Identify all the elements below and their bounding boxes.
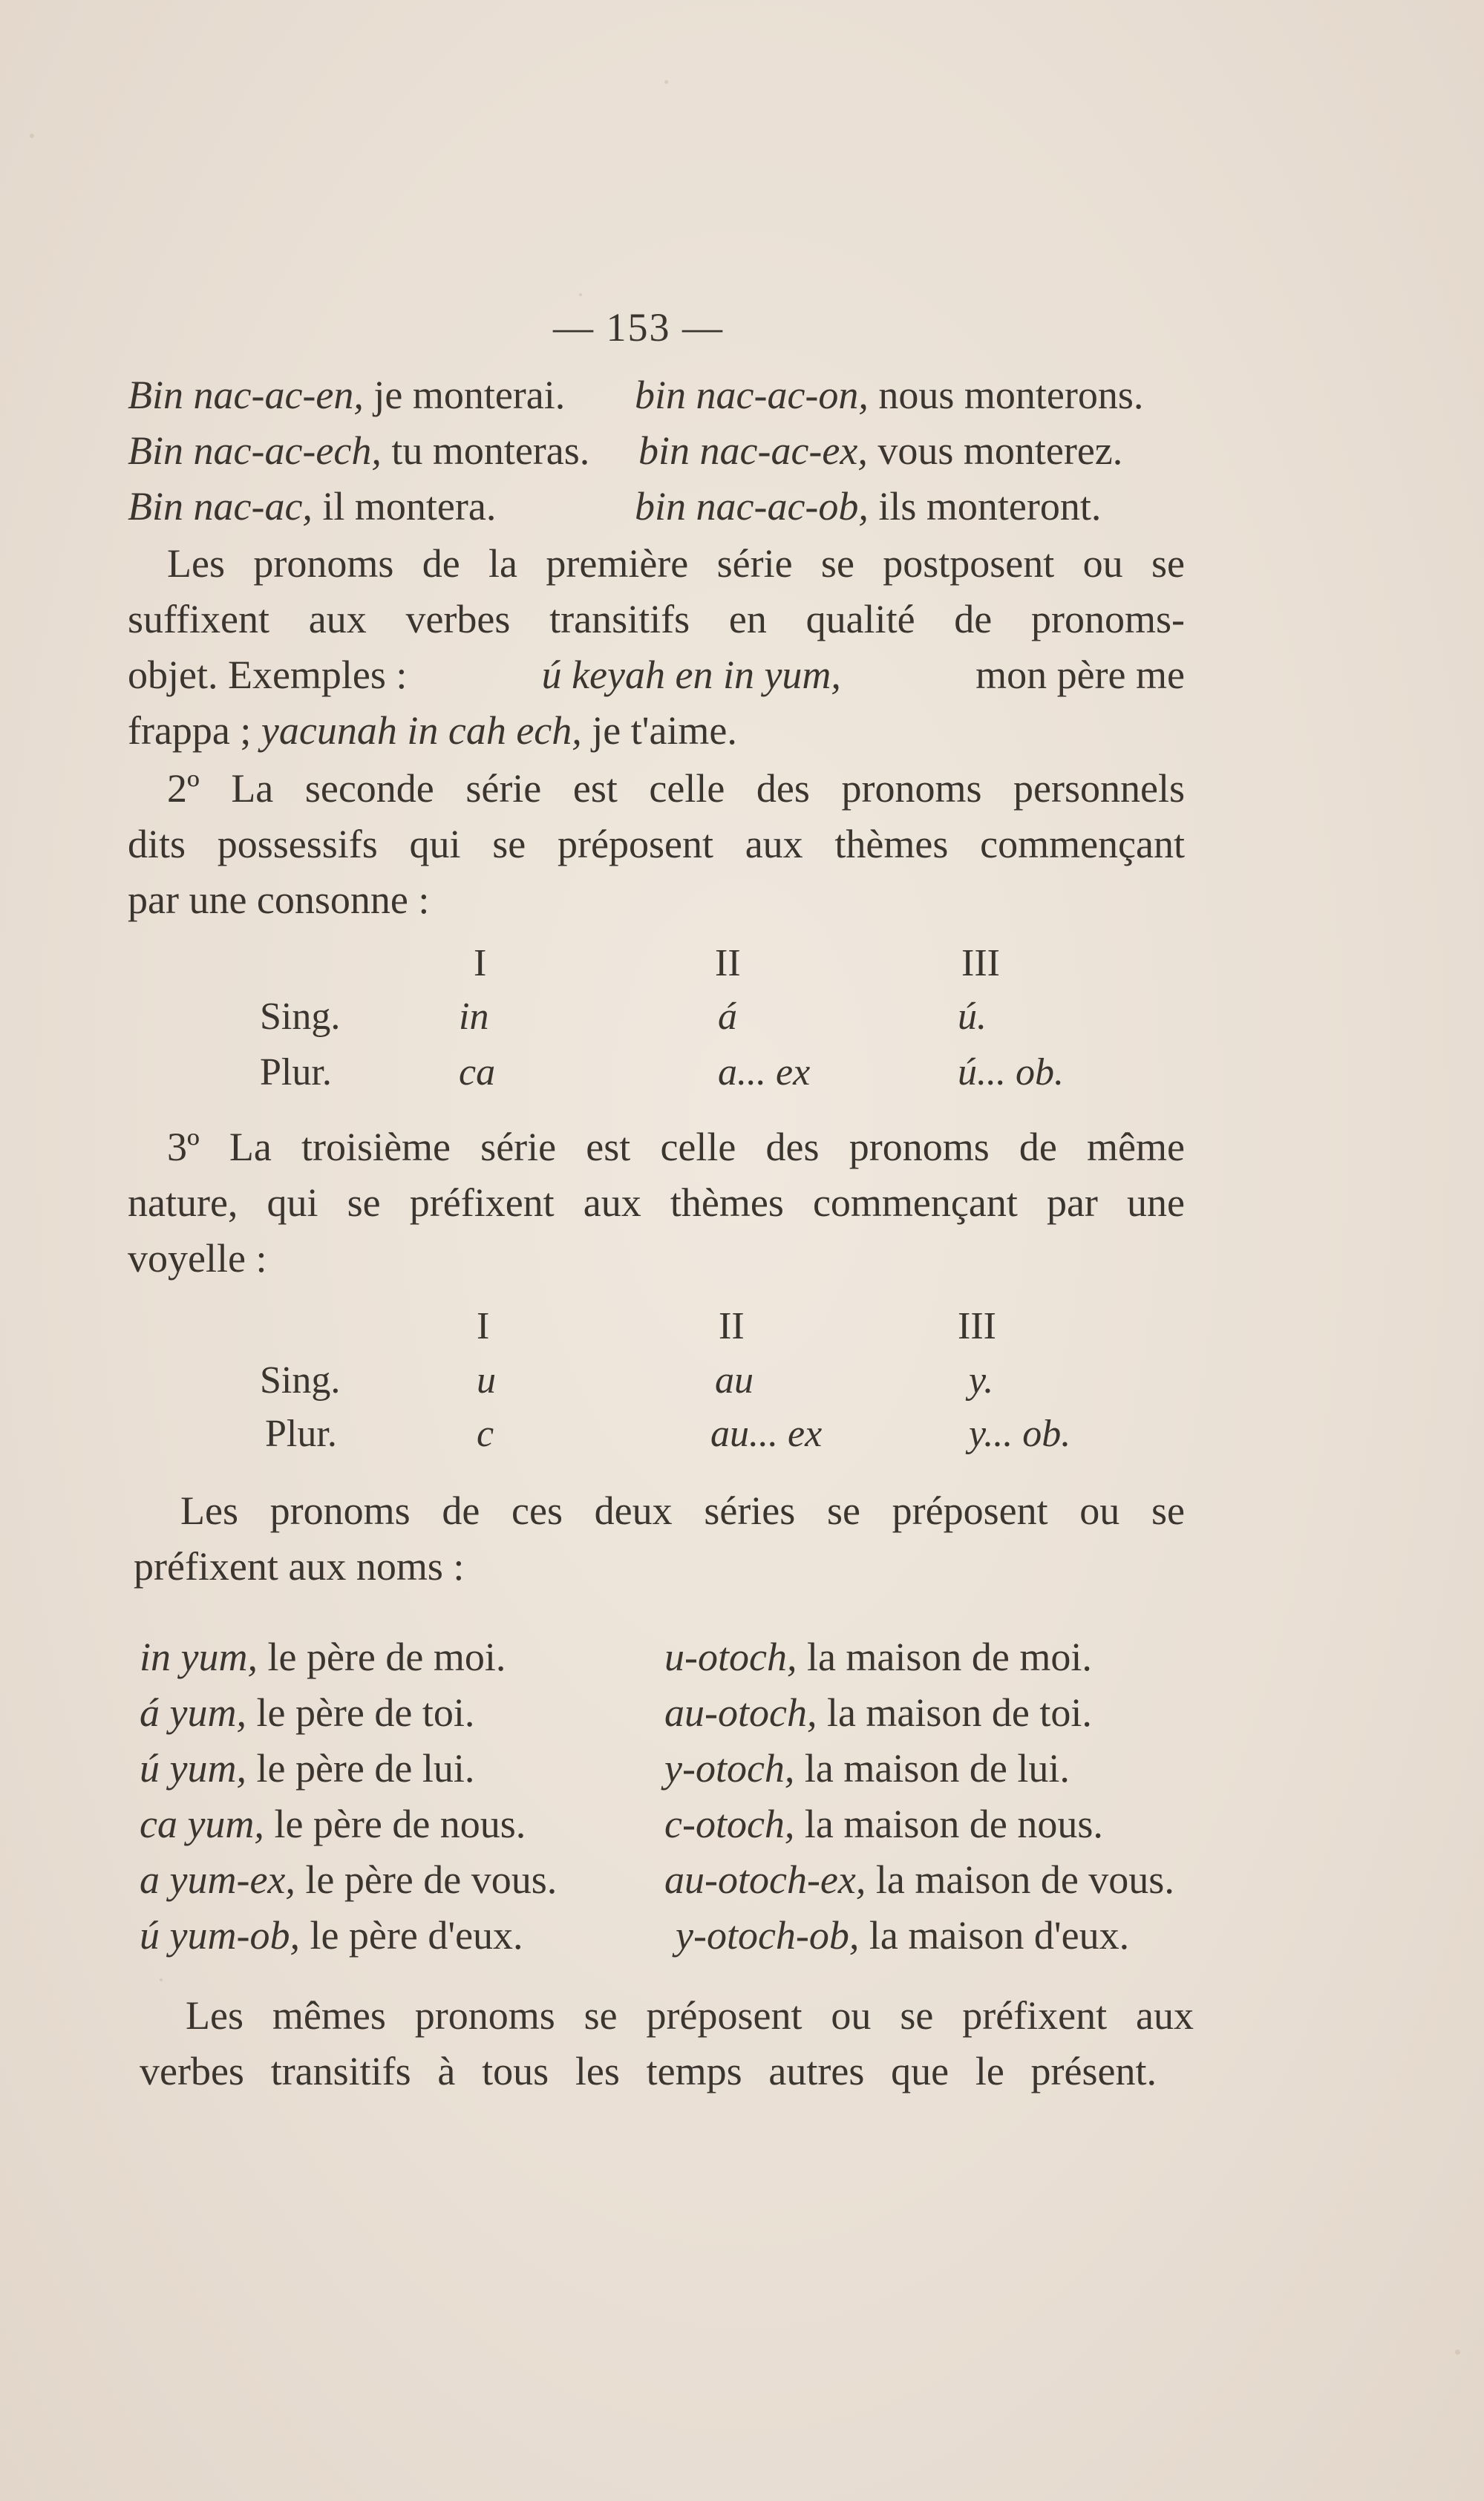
translation: le père de toi. xyxy=(256,1690,475,1735)
paper-spot xyxy=(664,80,668,84)
pronoun-cell: u xyxy=(477,1359,496,1402)
paragraph-line: Les mêmes pronoms se préposent ou se préfixent aux xyxy=(186,1993,1194,2038)
row-label: Plur. xyxy=(260,1051,332,1093)
translation: je monterai. xyxy=(373,373,566,417)
mayan-example: yacunah in cah ech, xyxy=(261,708,582,753)
mayan-form: c-otoch, xyxy=(664,1802,795,1846)
translation: la maison de lui. xyxy=(804,1746,1070,1791)
translation: le père de nous. xyxy=(274,1802,526,1846)
mayan-form: á yum, xyxy=(140,1690,246,1735)
noun-example xyxy=(664,1746,1070,1791)
pronoun-cell: ú. xyxy=(958,996,987,1038)
paragraph-line: par une consonne : xyxy=(128,877,430,922)
conj-row xyxy=(635,375,1143,415)
verb-form: Bin nac-ac-en, xyxy=(128,373,364,417)
translation: le père de vous. xyxy=(305,1857,558,1902)
page-number: — 153 — xyxy=(553,305,724,350)
pronoun-cell: y. xyxy=(969,1359,994,1402)
mayan-form: in yum, xyxy=(140,1635,258,1679)
row-label: Sing. xyxy=(260,1359,341,1402)
paragraph-line: verbes transitifs à tous les temps autres que le présent. xyxy=(140,2049,1157,2093)
text: mon père me xyxy=(975,653,1185,697)
noun-example xyxy=(140,1637,506,1677)
column-header: II xyxy=(715,942,741,984)
pronoun-cell: au... ex xyxy=(710,1413,823,1455)
conj-row xyxy=(128,484,497,529)
translation: la maison de nous. xyxy=(804,1802,1103,1846)
mayan-form: a yum-ex, xyxy=(140,1857,295,1902)
conj-row xyxy=(635,484,1102,529)
verb-form: bin nac-ac-ex, xyxy=(638,428,868,473)
conj-row xyxy=(128,375,565,415)
verb-form: bin nac-ac-on, xyxy=(635,373,869,417)
conj-row xyxy=(128,428,590,473)
noun-example xyxy=(664,1857,1174,1902)
translation: il montera. xyxy=(322,484,497,529)
pronoun-cell: in xyxy=(459,996,489,1038)
pronoun-cell: au xyxy=(715,1359,754,1402)
text: frappa ; xyxy=(128,708,252,753)
paragraph-line xyxy=(128,655,1185,695)
mayan-form: y-otoch-ob, xyxy=(676,1913,860,1958)
translation: ils monteront. xyxy=(878,484,1102,529)
paragraph-line: voyelle : xyxy=(128,1236,267,1281)
noun-example xyxy=(664,1804,1103,1844)
verb-form: Bin nac-ac, xyxy=(128,484,313,529)
translation: tu monteras. xyxy=(391,428,590,473)
mayan-form: au-otoch-ex, xyxy=(664,1857,866,1902)
column-header: I xyxy=(477,1305,490,1347)
paragraph-line: nature, qui se préfixent aux thèmes commençant par une xyxy=(128,1180,1185,1225)
paragraph-line: 2º La seconde série est celle des pronoms personnels xyxy=(167,766,1185,811)
paragraph-line: 3º La troisième série est celle des pronoms de même xyxy=(167,1125,1185,1169)
paragraph-line: suffixent aux verbes transitifs en qualité de pronoms- xyxy=(128,597,1185,641)
mayan-form: u-otoch, xyxy=(664,1635,797,1679)
verb-form: bin nac-ac-ob, xyxy=(635,484,869,529)
noun-example xyxy=(140,1746,475,1791)
paper-spot xyxy=(160,1978,163,1981)
pronoun-cell: a... ex xyxy=(718,1051,811,1093)
paper-spot xyxy=(30,134,34,138)
mayan-form: ú yum-ob, xyxy=(140,1913,300,1958)
pronoun-cell: á xyxy=(718,996,737,1038)
column-header: III xyxy=(958,1305,996,1347)
pronoun-cell: y... ob. xyxy=(969,1413,1071,1455)
mayan-form: ca yum, xyxy=(140,1802,264,1846)
mayan-form: ú yum, xyxy=(140,1746,246,1791)
noun-example xyxy=(676,1913,1130,1958)
text: objet. Exemples : xyxy=(128,653,408,697)
mayan-form: au-otoch, xyxy=(664,1690,817,1735)
translation: vous monterez. xyxy=(877,428,1123,473)
noun-example xyxy=(140,1857,558,1902)
translation: la maison de vous. xyxy=(875,1857,1174,1902)
text: je t'aime. xyxy=(592,708,737,753)
paragraph-line xyxy=(128,710,737,751)
pronoun-cell: ca xyxy=(459,1051,496,1093)
noun-example xyxy=(664,1637,1092,1677)
column-header: III xyxy=(961,942,1000,984)
row-label: Plur. xyxy=(265,1413,337,1455)
noun-example xyxy=(664,1690,1092,1735)
mayan-form: y-otoch, xyxy=(664,1746,795,1791)
column-header: II xyxy=(719,1305,745,1347)
translation: le père de moi. xyxy=(267,1635,506,1679)
translation: nous monterons. xyxy=(878,373,1144,417)
paper-spot xyxy=(1455,2350,1460,2355)
noun-example xyxy=(140,1690,475,1735)
pronoun-cell: ú... ob. xyxy=(958,1051,1064,1093)
noun-example xyxy=(140,1804,526,1844)
conj-row xyxy=(638,428,1123,473)
translation: le père de lui. xyxy=(256,1746,475,1791)
column-header: I xyxy=(474,942,487,984)
translation: le père d'eux. xyxy=(310,1913,523,1958)
paragraph-line: préfixent aux noms : xyxy=(134,1544,465,1589)
pronoun-cell: c xyxy=(477,1413,494,1455)
row-label: Sing. xyxy=(260,996,341,1038)
paragraph-line: Les pronoms de ces deux séries se préposent ou se xyxy=(180,1488,1185,1533)
mayan-example: ú keyah en in yum, xyxy=(541,653,841,697)
verb-form: Bin nac-ac-ech, xyxy=(128,428,382,473)
translation: la maison de moi. xyxy=(806,1635,1092,1679)
paragraph-line: dits possessifs qui se préposent aux thèmes commençant xyxy=(128,822,1185,866)
translation: la maison de toi. xyxy=(826,1690,1092,1735)
translation: la maison d'eux. xyxy=(869,1913,1130,1958)
noun-example xyxy=(140,1913,523,1958)
paragraph-line: Les pronoms de la première série se postposent ou se xyxy=(167,541,1185,586)
paper-spot xyxy=(579,293,582,296)
